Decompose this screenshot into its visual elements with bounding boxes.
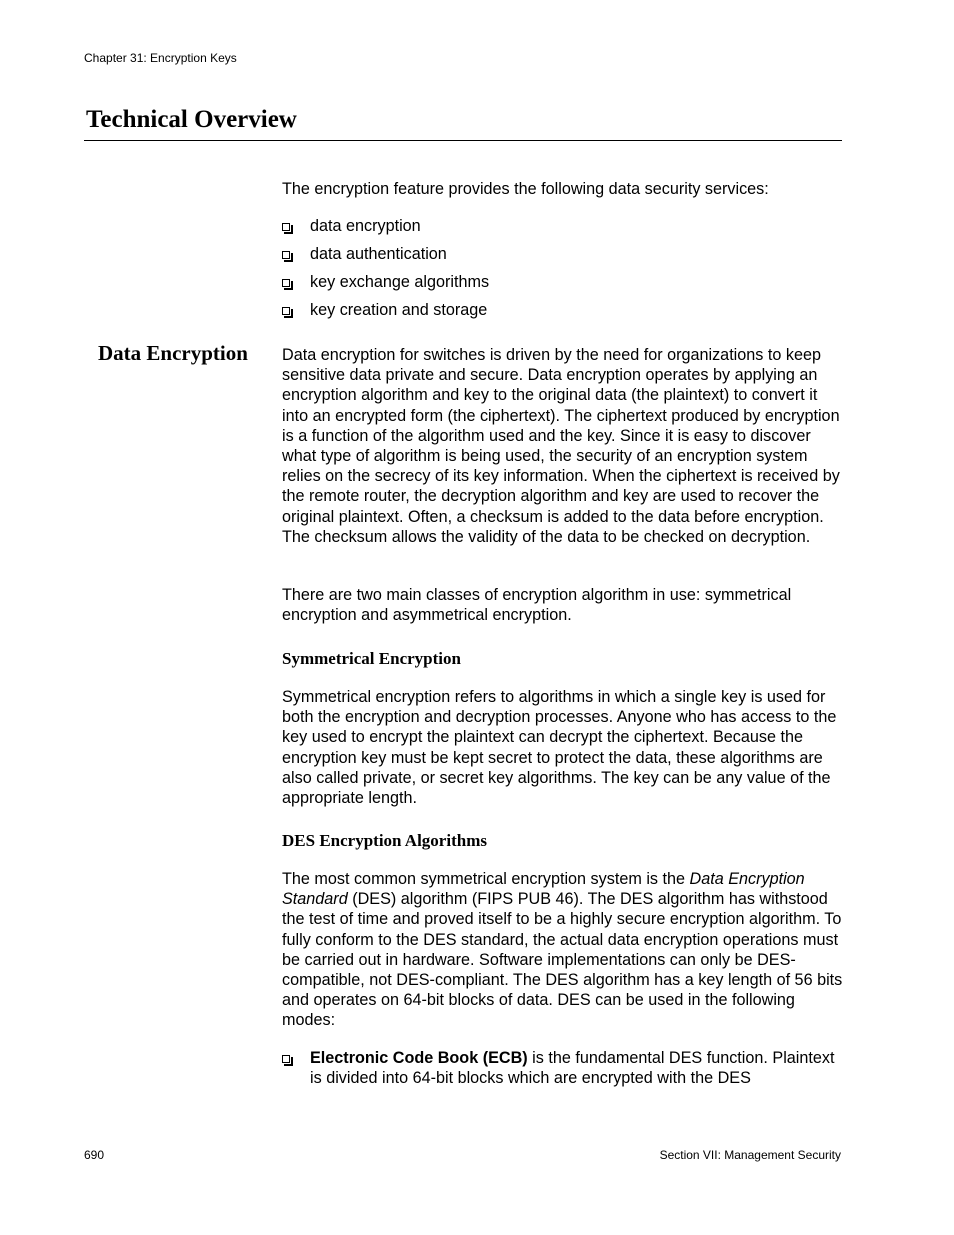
des-algorithms-heading: DES Encryption Algorithms [282,831,487,850]
des-mode-item [282,1048,844,1088]
services-list [282,216,844,328]
running-footer: Section VII: Management Security [659,1148,841,1162]
page-number: 690 [84,1148,105,1162]
des-standard-name: Data Encryption Standard [282,870,805,909]
checkbox-bullet-icon [282,223,290,231]
des-paragraph: The most common symmetrical encryption system is the Data Encryption Standard (DES) algorithm (FIPS PUB 46). The DES algorithm has withstood the test of time and proved itself to be a highly secure encryption algorithm. To fully conform to the DES standard, the actual data encryption operations must be carried out in hardware. Software implementations can only be DES-compatible, not DES-compliant. The DES algorithm has a key length of 56 bits and operates on 64-bit blocks of data. DES can be used in the following modes: [282,870,843,1030]
symmetrical-encryption-heading: Symmetrical Encryption [282,649,461,668]
list-item: key exchange algorithms [282,272,844,300]
list-item: data authentication [282,244,844,272]
symmetrical-encryption-paragraph: Symmetrical encryption refers to algorithms in which a single key is used for both the encryption and decryption processes. Anyone who has access to the key used to encrypt the plaintext can decrypt the ciphertext. Because the encryption key must be kept secret to protect the data, these algorithms are also called private, or secret key algorithms. The key can be any value of the appropriate length. [282,688,837,808]
mode-term: Electronic Code Book (ECB) [310,1049,528,1067]
mode-description: is the fundamental DES function. Plaintext is divided into 64-bit blocks which are encrypted with the DES [310,1049,835,1088]
list-item: key creation and storage [282,300,844,328]
checkbox-bullet-icon [282,307,290,315]
section-title: Technical Overview [86,106,297,133]
data-encryption-paragraph: Data encryption for switches is driven by the need for organizations to keep sensitive data private and secure. Data encryption operates by applying an encryption algorithm and key to the original data (the plaintext) to convert it into an encrypted form (the ciphertext). The ciphertext produced by encryption is a function of the algorithm used and the key. Since it is easy to discover what type of algorithm is being used, the security of an encryption system relies on the secrecy of its key information. When the ciphertext is received by the remote router, the decryption algorithm and key are used to recover the original plaintext. Often, a checksum is added to the data before encryption. The checksum allows the validity of the data to be checked on decryption. [282,346,840,546]
encryption-classes-paragraph: There are two main classes of encryption algorithm in use: symmetrical encryption and asymmetrical encryption. [282,586,792,625]
checkbox-bullet-icon [282,251,290,259]
checkbox-bullet-icon [282,279,290,287]
checkbox-bullet-icon [282,1055,290,1063]
running-header: Chapter 31: Encryption Keys [84,51,237,65]
title-rule [84,140,842,141]
data-encryption-heading: Data Encryption [98,341,248,365]
list-item: data encryption [282,216,844,244]
intro-text: The encryption feature provides the following data security services: [282,180,769,198]
